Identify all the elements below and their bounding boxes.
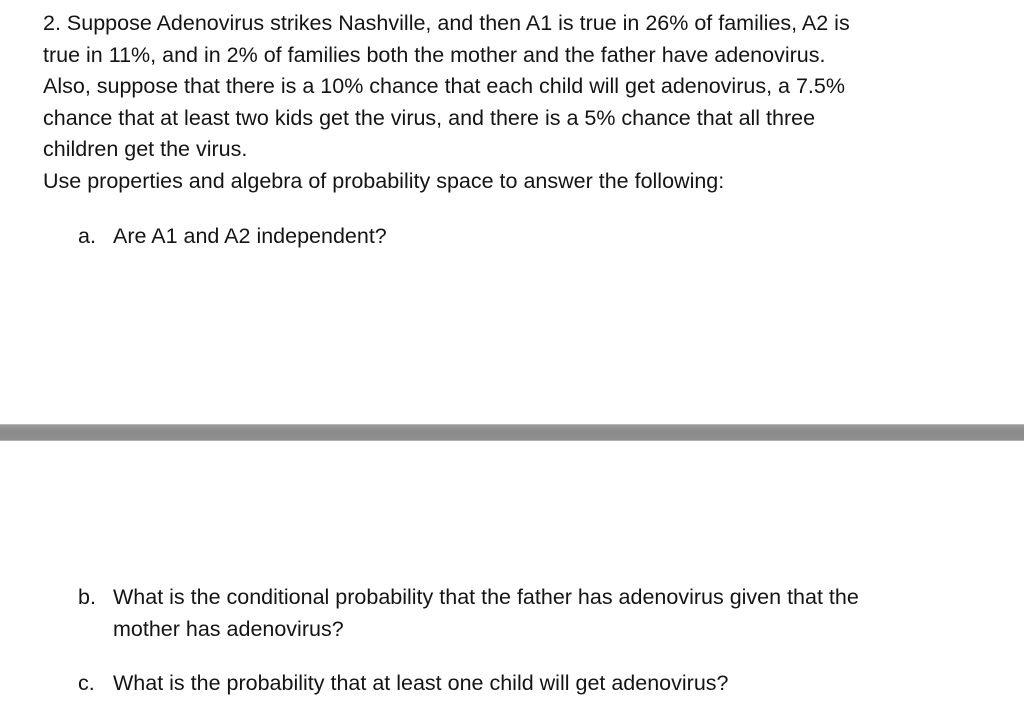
question-line: What is the probability that at least one child will get adenovirus? [113,671,729,695]
question-line: What is the conditional probability that the father has adenovirus given that the [113,585,859,609]
question-marker: a. [78,224,96,248]
question-line: Are A1 and A2 independent? [113,224,387,248]
problem-line: true in 11%, and in 2% of families both the mother and the father have adenovirus. [43,42,826,67]
question-marker: c. [78,671,95,695]
page-divider [0,424,1024,441]
question-text [113,668,998,700]
problem-line: Also, suppose that there is a 10% chance that each child will get adenovirus, a 7.5% [43,74,845,98]
problem-line: chance that at least two kids get the virus, and there is a 5% chance that all three [43,105,816,130]
instruction-line: Use properties and algebra of probability space to answer the following: [43,168,725,193]
question-text [113,582,998,645]
question-line: mother has adenovirus? [113,616,344,641]
question-c [78,668,998,700]
problem-line: 2. Suppose Adenovirus strikes Nashville, and then A1 is true in 26% of families, A2 is [43,11,850,35]
problem-statement [43,8,1003,197]
problem-line: children get the virus. [43,137,248,161]
question-a [78,221,998,253]
question-b [78,582,998,645]
question-text [113,221,998,253]
question-marker: b. [78,585,96,609]
